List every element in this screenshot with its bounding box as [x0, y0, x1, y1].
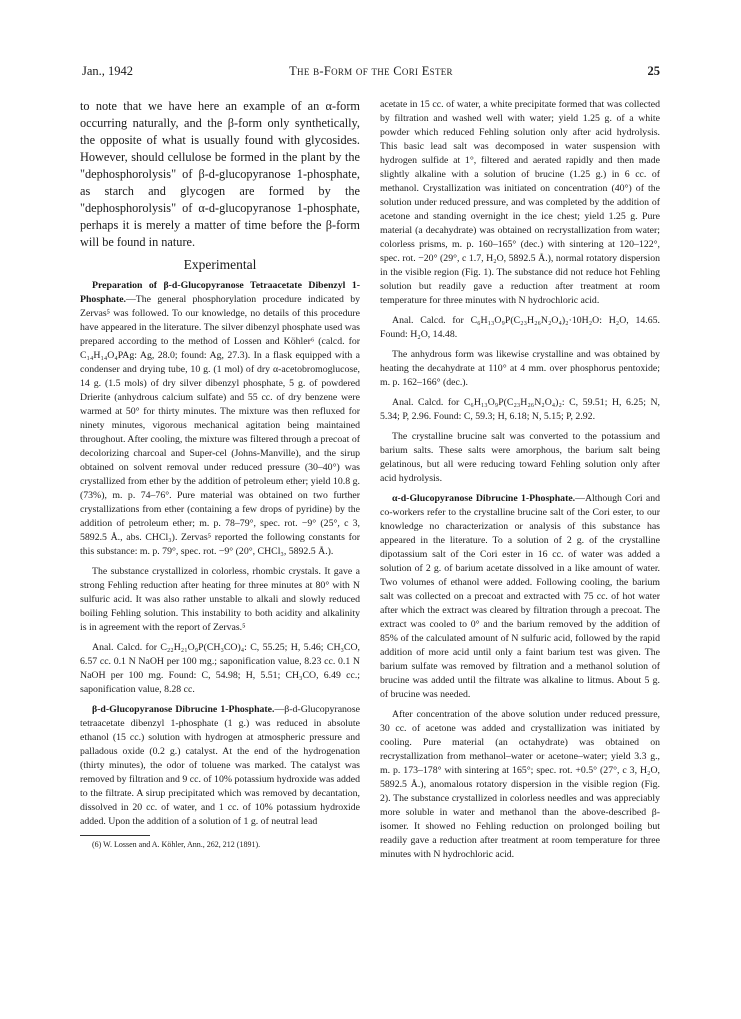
left-column: [80, 98, 360, 850]
page-number: 25: [647, 64, 660, 78]
beta-dibrucine-paragraph: [80, 703, 360, 829]
right-column: [380, 98, 660, 868]
section-title: Experimental: [183, 256, 257, 272]
alpha-dibrucine-heading: α-d-Glucopyranose Dibrucine 1-Phosphate.: [392, 493, 576, 504]
beta-dibrucine-heading: β-d-Glucopyranose Dibrucine 1-Phosphate.: [92, 704, 275, 716]
crystallization-paragraph: After concentration of the above solution under reduced pressure, 30 cc. of acetone was added and crystallization was initiated by cooling. Pure material (an octahydrate) was obtained on recrystallization from methanol–water or acetone–water; yield 3.3 g., m. p. 173–178° with sintering at 165°; spec. rot. +0.5° (27°, c 3, H₂O, 5892.5 Å.), anomalous rotatory dispersion in the visible region (Fig. 2). The substance crystallized in colorless needles and was appreciably more soluble in water and methanol than the above-described β-isomer. It showed no Fehling reduction on prolonged boiling but readily gave a reduction after treatment at room temperature for three minutes with N hydrochloric acid.: [380, 709, 660, 860]
journal-date: Jan., 1942: [82, 64, 134, 78]
preparation-heading: Preparation of β-d-Glucopyranose Tetraacetate Dibenzyl 1-Phosphate.: [80, 280, 360, 306]
alpha-dibrucine-body: —Although Cori and co-workers refer to the crystalline brucine salt of the Cori ester, to our knowledge no characterization or analysis of this substance has appeared in the literature. To a solution of 2 g. of the crystalline dipotassium salt of the Cori ester in 16 cc. of water was added a solution of 2 g. of barium acetate dissolved in a like amount of water. Two volumes of ethanol were added. Following cooling, the barium salt was collected on a precoat and extracted with 75 cc. of hot water after which the extract was cleared by filtration through a precoat. The extract was cooled to 0° and the barium removed by the addition of 85% of the calculated amount of N sulfuric acid, followed by the rapid addition of more acid until only a faint barium test was given. The barium sulfate was removed by filtration and a methanol solution of brucine was added until the filtrate was alkaline to litmus. About 5 g. of brucine was needed.: [380, 493, 660, 700]
intro-paragraph: to note that we have here an example of an α-form occurring naturally, and the β-form only synthetically, the opposite of what is usually found with glycosides. However, should cellulose be formed in the plant by the "dephosphorolysis" of β-d-glucopyranose 1-phosphate, as starch and glycogen are formed by the "dephosphorolysis" of α-d-glucopyranose 1-phosphate, perhaps it is merely a matter of time before the β-form will be found in nature.: [80, 99, 360, 249]
preparation-body: —The general phosphorylation procedure indicated by Zervas⁵ was followed. To our knowledge, no details of this procedure have appeared in the literature. The silver dibenzyl phosphate used was prepared according to the method of Lossen and Köhler⁶ (calcd. for C₁₄H₁₄O₄PAg: Ag, 28.0; found: Ag, 27.3). In a flask equipped with a condenser and drying tube, 10 g. (1 mol) of dry α-acetobromoglucose, 14 g. (1.5 mols) of dry silver dibenzyl phosphate, 5 g. of powdered Drierite (anhydrous calcium sulfate) and 55 cc. of dry benzene were warmed at 50° for thirty minutes. The mixture was then refluxed for ninety minutes, vigorous mechanical agitation being maintained throughout. After cooling, the mixture was filtered through a precoat of decolorizing charcoal and Super-cel (Johns-Manville), and the sirup obtained on solvent removal under reduced pressure (30–40°) was crystallized from ether by the addition of petroleum ether; yield 10.8 g. (73%), m. p. 74–76°. Pure material was obtained on two further crystallizations from ether (containing a few drops of pyridine) by the addition of petroleum ether; m. p. 78–79°, spec. rot. −9° (25°, c 3, 5892.5 Å., abs. CHCl₃). Zervas⁵ reported the following constants for this substance: m. p. 79°, spec. rot. −9° (20°, CHCl₃, 5892.5 Å.).: [80, 294, 360, 558]
continued-paragraph: acetate in 15 cc. of water, a white precipitate formed that was collected by filtration and washed well with water; yield 1.25 g. of a white powder which reduced Fehling solution only after acid hydrolysis. This basic lead salt was decomposed in water suspension with hydrogen sulfide at 1°, filtered and aerated rapidly and then made slightly alkaline with a solution of brucine (1.25 g.) in 6 cc. of methanol. Crystallization was initiated on concentration (40°) of the solution under reduced pressure, and was completed by the addition of acetone and standing overnight in the ice chest; yield 1.25 g. Pure material (a decahydrate) was obtained on recrystallization from water; colorless prisms, m. p. 160–165° (dec.) with sintering at 120–122°, spec. rot. −20° (29°, c 1.7, H₂O, 5892.5 Å.), normal rotatory dispersion in the visible region (Fig. 1). The substance did not reduce hot Fehling solution but readily gave a reduction after treatment at room temperature for three minutes with N hydrochloric acid.: [380, 99, 660, 306]
footnote: (6) W. Lossen and A. Köhler, Ann., 262, 212 (1891).: [92, 840, 261, 850]
analysis-hydrate-paragraph: Anal. Calcd. for C₆H₁₃O₉P(C₂₃H₂₆N₂O₄)₂·10H₂O: H₂O, 14.65. Found: H₂O, 14.48.: [380, 315, 660, 340]
footnote-divider: [80, 835, 150, 836]
preparation-paragraph: [80, 279, 360, 559]
running-title: The β-Form of the Cori Ester: [289, 64, 453, 78]
alpha-dibrucine-paragraph: [380, 492, 660, 702]
analysis-anhydrous-paragraph: Anal. Calcd. for C₆H₁₃O₉P(C₂₃H₂₆N₂O₄)₂: C, 59.51; H, 6.25; N, 5.34; P, 2.96. Found: C, 59.3; H, 6.18; N, 5.15; P, 2.92.: [380, 397, 660, 422]
analysis-paragraph: Anal. Calcd. for C₂₂H₂₁O₉P(CH₃CO)₄: C, 55.25; H, 5.46; CH₃CO, 6.57 cc. 0.1 N NaOH per 100 mg.; saponification value, 8.23 cc. 0.1 N NaOH per 100 mg. Found: C, 54.98; H, 5.51; CH₃CO, 6.49 cc.; saponification value, 8.28 cc.: [80, 642, 360, 696]
crystals-paragraph: The substance crystallized in colorless, rhombic crystals. It gave a strong Fehling reduction after heating for three minutes at 80° with N sulfuric acid. It was also rather unstable to alkali and slowly reduced boiling Fehling solution. This instability to both acidity and alkalinity is in agreement with the report of Zervas.⁵: [80, 566, 360, 634]
running-header: [82, 64, 660, 82]
salts-paragraph: The crystalline brucine salt was converted to the potassium and barium salts. These salts were amorphous, the barium salt being gelatinous, but all were reducing toward Fehling solution only after acid hydrolysis.: [380, 431, 660, 484]
beta-dibrucine-body: —β-d-Glucopyranose tetraacetate dibenzyl 1-phosphate (1 g.) was reduced in absolute ethanol (15 cc.) solution with hydrogen at atmospheric pressure and palladous oxide (0.2 g.) catalyst. At the end of the hydrogenation (thirty minutes), the odor of toluene was marked. The catalyst was removed by filtration and 9 cc. of 10% potassium hydroxide was added to the filtrate. A sirup precipitated which was removed by decantation, dissolved in 20 cc. of water, and 1 cc. of 10% potassium hydroxide added. Upon the addition of a solution of 1 g. of neutral lead: [80, 704, 360, 828]
anhydrous-paragraph: The anhydrous form was likewise crystalline and was obtained by heating the decahydrate at 110° at 4 mm. over phosphorus pentoxide; m. p. 162–166° (dec.).: [380, 349, 660, 388]
